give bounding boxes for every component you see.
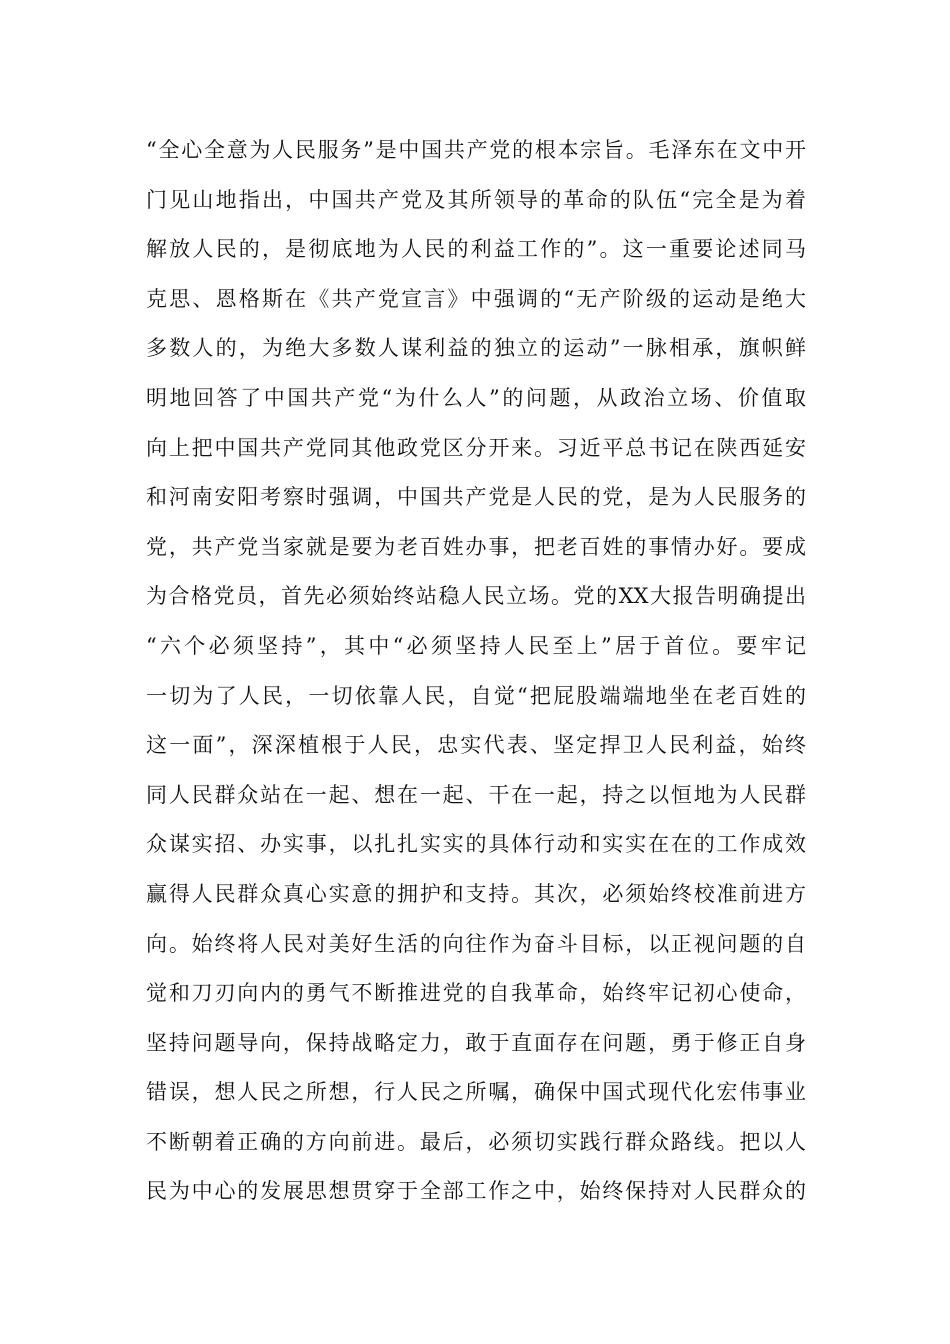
text-line: 和河南安阳考察时强调，中国共产党是人民的党，是为人民服务的 xyxy=(146,485,806,510)
text-line: 同人民群众站在一起、想在一起、干在一起，持之以恒地为人民群 xyxy=(146,782,806,807)
text-line: 党，共产党当家就是要为老百姓办事，把老百姓的事情办好。要成 xyxy=(146,534,806,559)
body-paragraph xyxy=(146,126,806,1217)
text-line: 明地回答了中国共产党“为什么人”的问题，从政治立场、价值取 xyxy=(146,385,806,410)
text-line: 向。始终将人民对美好生活的向往作为奋斗目标，以正视问题的自 xyxy=(146,931,806,956)
text-line: 民为中心的发展思想贯穿于全部工作之中，始终保持对人民群众的 xyxy=(146,1179,806,1204)
text-line: 门见山地指出，中国共产党及其所领导的革命的队伍“完全是为着 xyxy=(146,187,806,212)
text-line: 为合格党员，首先必须始终站稳人民立场。党的XX大报告明确提出 xyxy=(146,584,806,609)
text-line: 众谋实招、办实事，以扎扎实实的具体行动和实实在在的工作成效 xyxy=(146,832,806,857)
text-line: “六个必须坚持”，其中“必须坚持人民至上”居于首位。要牢记 xyxy=(146,633,806,658)
text-line: 坚持问题导向，保持战略定力，敢于直面存在问题，勇于修正自身 xyxy=(146,1030,806,1055)
text-line: 觉和刀刃向内的勇气不断推进党的自我革命，始终牢记初心使命， xyxy=(146,981,806,1006)
text-line: 解放人民的，是彻底地为人民的利益工作的”。这一重要论述同马 xyxy=(146,237,806,262)
text-line: 一切为了人民，一切依靠人民，自觉“把屁股端端地坐在老百姓的 xyxy=(146,683,806,708)
text-line: 错误，想人民之所想，行人民之所嘱，确保中国式现代化宏伟事业 xyxy=(146,1080,806,1105)
text-line: 多数人的，为绝大多数人谋利益的独立的运动”一脉相承，旗帜鲜 xyxy=(146,336,806,361)
text-line: “全心全意为人民服务”是中国共产党的根本宗旨。毛泽东在文中开 xyxy=(146,138,806,162)
text-line: 这一面”，深深植根于人民，忠实代表、坚定捍卫人民利益，始终 xyxy=(146,733,806,758)
text-line: 赢得人民群众真心实意的拥护和支持。其次，必须始终校准前进方 xyxy=(146,881,806,906)
text-line: 向上把中国共产党同其他政党区分开来。习近平总书记在陕西延安 xyxy=(146,435,806,460)
text-line: 克思、恩格斯在《共产党宣言》中强调的“无产阶级的运动是绝大 xyxy=(146,286,806,311)
text-line: 不断朝着正确的方向前进。最后，必须切实践行群众路线。把以人 xyxy=(146,1129,806,1154)
